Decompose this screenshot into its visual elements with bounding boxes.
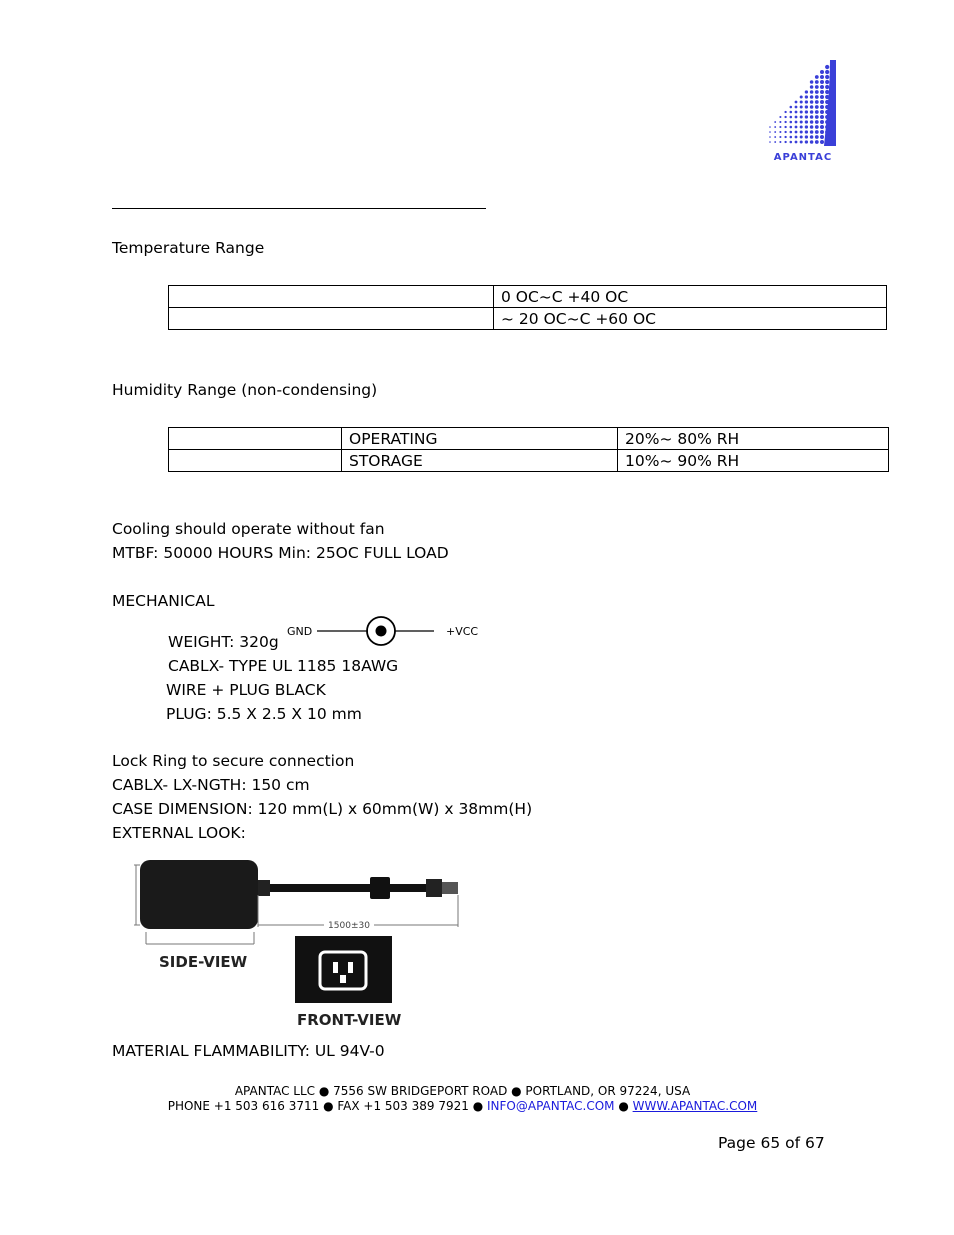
logo-dot — [820, 80, 824, 84]
strain-relief — [258, 880, 270, 896]
section-rule — [112, 208, 486, 209]
front-view-label: FRONT-VIEW — [297, 1011, 402, 1029]
logo-dot — [820, 110, 824, 114]
logo-dot — [810, 90, 814, 94]
logo-dot — [810, 120, 814, 124]
logo-dot — [805, 130, 808, 133]
logo-dot — [790, 141, 793, 144]
logo-dot — [774, 136, 776, 138]
logo-dot — [800, 120, 803, 123]
page-number: Page 65 of 67 — [718, 1134, 825, 1152]
vcc-label: +VCC — [446, 625, 479, 638]
logo-dot — [769, 126, 771, 128]
logo-dot — [825, 75, 829, 79]
dimension-label: 1500±30 — [328, 921, 370, 931]
logo-dot — [784, 141, 786, 143]
logo-dot — [825, 90, 829, 94]
temperature-label-cell — [169, 308, 494, 330]
logo-dot — [810, 100, 814, 104]
cable-length-text: CABLX- LX-NGTH: 150 cm — [112, 776, 310, 794]
logo-dot — [815, 100, 819, 104]
cable-type-text: CABLX- TYPE UL 1185 18AWG — [168, 657, 399, 675]
logo-dot — [779, 136, 781, 138]
logo-dot — [820, 75, 824, 79]
logo-dot — [795, 131, 798, 134]
logo-dot — [820, 105, 824, 109]
logo-dot — [784, 131, 786, 133]
wire-text: WIRE + PLUG BLACK — [166, 681, 326, 699]
footer-address: APANTAC LLC ● 7556 SW BRIDGEPORT ROAD ● PORTLAND, OR 97224, USA — [234, 1084, 691, 1098]
logo-dot — [820, 85, 824, 89]
logo-dot — [774, 131, 776, 133]
logo-dot — [810, 110, 814, 114]
weight-text: WEIGHT: 320g — [168, 633, 279, 651]
temperature-value-cell: ~ 20 OC~C +60 OC — [494, 308, 887, 330]
logo-dot — [815, 75, 819, 79]
logo-dot — [795, 101, 798, 104]
footer-email-link[interactable]: INFO@APANTAC.COM — [487, 1099, 615, 1113]
external-look-drawing — [134, 857, 474, 1037]
logo-dot — [825, 80, 829, 84]
logo-dot — [795, 141, 798, 144]
logo-dot — [779, 121, 781, 123]
humidity-label-cell — [169, 428, 342, 450]
table-row — [169, 308, 887, 330]
logo-dot — [769, 131, 771, 133]
logo-dot — [820, 125, 824, 129]
logo-dot — [779, 141, 781, 143]
logo-dot — [815, 140, 819, 144]
logo-dot — [800, 135, 803, 138]
logo-dot — [784, 136, 786, 138]
logo-dot — [815, 90, 819, 94]
logo-dot — [774, 141, 776, 143]
logo-dot — [820, 135, 824, 139]
logo-dot — [820, 100, 824, 104]
logo-dot — [784, 121, 786, 123]
logo-dot — [815, 110, 819, 114]
table-row — [169, 428, 889, 450]
humidity-value-cell: 10%~ 90% RH — [618, 450, 889, 472]
logo-dot — [805, 125, 808, 128]
logo-dot — [805, 105, 808, 108]
mechanical-title: MECHANICAL — [112, 592, 215, 610]
logo-dot — [820, 90, 824, 94]
humidity-title: Humidity Range (non-condensing) — [112, 381, 378, 399]
logo-dot — [805, 135, 808, 138]
humidity-mode-cell: OPERATING — [342, 428, 618, 450]
adapter-body — [140, 860, 258, 929]
plug-tip — [442, 882, 458, 894]
logo-dot — [779, 126, 781, 128]
logo-dot — [769, 141, 771, 143]
footer-website-link[interactable]: WWW.APANTAC.COM — [632, 1099, 758, 1113]
logo-dot — [820, 70, 824, 74]
logo-dot — [800, 140, 803, 143]
logo-dot — [800, 110, 803, 113]
logo-dot — [815, 105, 819, 109]
logo-dot — [820, 130, 824, 134]
logo-dot — [800, 125, 803, 128]
mtbf-text: MTBF: 50000 HOURS Min: 25OC FULL LOAD — [112, 544, 449, 562]
temperature-label-cell — [169, 286, 494, 308]
logo-dot — [810, 105, 814, 109]
logo-dot — [784, 111, 786, 113]
logo-dot — [795, 126, 798, 129]
logo-dot — [810, 115, 814, 119]
cooling-text: Cooling should operate without fan — [112, 520, 385, 538]
logo-dot — [800, 130, 803, 133]
case-dimension-text: CASE DIMENSION: 120 mm(L) x 60mm(W) x 38mm(H) — [112, 800, 533, 818]
logo-dot — [805, 120, 808, 123]
logo-dot — [769, 136, 771, 138]
lock-ring-text: Lock Ring to secure connection — [112, 752, 355, 770]
temperature-title: Temperature Range — [112, 239, 265, 257]
logo-dot — [805, 115, 808, 118]
logo-dot — [779, 131, 781, 133]
logo-dot — [774, 126, 776, 128]
logo-dot — [805, 110, 808, 113]
plug-body — [426, 879, 442, 897]
logo-dot — [805, 90, 808, 93]
logo-dot — [810, 85, 814, 89]
logo-dot — [790, 106, 793, 109]
temperature-table — [168, 285, 887, 330]
logo-wordmark: APANTAC — [773, 152, 833, 163]
logo-dot — [784, 126, 786, 128]
logo-dot — [784, 116, 786, 118]
logo-dot — [810, 80, 814, 84]
logo-dot — [805, 95, 808, 98]
logo-dot — [825, 85, 829, 89]
logo-dot — [815, 80, 819, 84]
logo-dot — [774, 121, 776, 123]
logo-dot — [815, 135, 819, 139]
logo-dot — [825, 65, 829, 69]
footer-contact — [0, 1099, 925, 1114]
logo-dot — [815, 125, 819, 129]
logo-dot — [820, 115, 824, 119]
cable — [270, 884, 370, 892]
front-view-body — [295, 936, 392, 1003]
logo-dot — [795, 106, 798, 109]
humidity-label-cell — [169, 450, 342, 472]
logo-dot — [810, 140, 814, 144]
logo-dot — [810, 130, 814, 134]
table-row — [169, 286, 887, 308]
plug-text: PLUG: 5.5 X 2.5 X 10 mm — [166, 705, 362, 723]
logo-dot — [795, 121, 798, 124]
logo-dot — [810, 95, 814, 99]
logo-dot — [800, 100, 803, 103]
apantac-logo — [764, 56, 842, 166]
logo-dot — [810, 125, 814, 129]
temperature-value-cell: 0 OC~C +40 OC — [494, 286, 887, 308]
logo-dot — [795, 136, 798, 139]
humidity-table — [168, 427, 889, 472]
logo-dot — [820, 140, 824, 144]
connector-pin — [376, 626, 387, 637]
logo-dot — [790, 111, 793, 114]
logo-dot — [790, 116, 793, 119]
logo-dot — [800, 95, 803, 98]
logo-dot — [815, 130, 819, 134]
logo-dot — [795, 111, 798, 114]
logo-dot — [820, 95, 824, 99]
table-row — [169, 450, 889, 472]
connector-polarity-diagram — [286, 611, 486, 651]
cable-ferrite — [370, 877, 390, 899]
logo-dot — [820, 120, 824, 124]
gnd-label: GND — [287, 625, 313, 638]
logo-dot — [815, 115, 819, 119]
logo-dot — [810, 135, 814, 139]
logo-dot — [805, 100, 808, 103]
logo-dot — [800, 105, 803, 108]
logo-dot — [815, 120, 819, 124]
logo-dot — [805, 140, 808, 143]
side-view-label: SIDE-VIEW — [159, 953, 248, 971]
external-look-text: EXTERNAL LOOK: — [112, 824, 246, 842]
humidity-value-cell: 20%~ 80% RH — [618, 428, 889, 450]
logo-dot — [815, 85, 819, 89]
logo-dot — [790, 121, 793, 124]
logo-dot — [815, 95, 819, 99]
footer-separator: ● — [614, 1099, 633, 1113]
logo-dot — [800, 115, 803, 118]
logo-dot — [790, 131, 793, 134]
footer-phone-fax: PHONE +1 503 616 3711 ● FAX +1 503 389 7921 ● — [167, 1099, 487, 1113]
humidity-mode-cell: STORAGE — [342, 450, 618, 472]
logo-dot — [779, 116, 781, 118]
logo-dot — [825, 70, 829, 74]
logo-dot — [790, 126, 793, 129]
logo-dot — [790, 136, 793, 139]
logo-dot — [795, 116, 798, 119]
flammability-text: MATERIAL FLAMMABILITY: UL 94V-0 — [112, 1042, 385, 1060]
